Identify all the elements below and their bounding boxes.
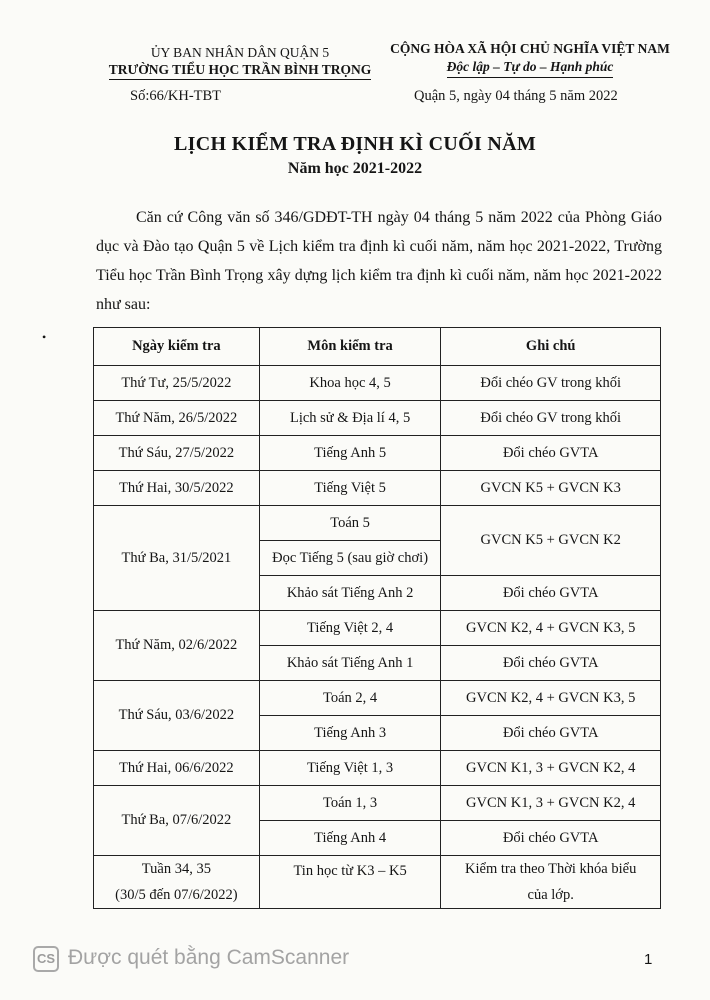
scanner-watermark: Được quét bằng CamScanner [68,946,350,969]
committee-name: ỦY BAN NHÂN DÂN QUẬN 5 [150,45,330,60]
page-number: 1 [644,951,653,968]
cell-subject: Đọc Tiếng 5 (sau giờ chơi) [259,541,441,576]
cell-note: Đổi chéo GV trong khối [441,401,661,436]
cell-subject: Tiếng Việt 2, 4 [259,611,441,646]
cell-date: Thứ Sáu, 27/5/2022 [94,436,260,471]
cell-subject: Tiếng Anh 4 [259,821,441,856]
document-title: LỊCH KIỂM TRA ĐỊNH KÌ CUỐI NĂM [174,133,536,155]
cell-date: Thứ Tư, 25/5/2022 [94,366,260,401]
cell-note: GVCN K2, 4 + GVCN K3, 5 [441,611,661,646]
table-row [94,471,661,506]
scan-speck: • [42,330,47,344]
cell-subject: Khảo sát Tiếng Anh 2 [259,576,441,611]
cell-note-line: Kiểm tra theo Thời khóa biểu [465,861,637,877]
cell-date: Thứ Năm, 26/5/2022 [94,401,260,436]
cell-note: Đổi chéo GVTA [441,716,661,751]
cell-subject: Tin học từ K3 – K5 [259,856,441,909]
cell-date: Thứ Hai, 30/5/2022 [94,471,260,506]
cell-note: GVCN K1, 3 + GVCN K2, 4 [441,751,661,786]
cell-subject: Tiếng Việt 1, 3 [259,751,441,786]
cell-subject: Khoa học 4, 5 [259,366,441,401]
table-header-row [94,328,661,366]
cell-date: Thứ Sáu, 03/6/2022 [94,681,260,751]
header-subject: Môn kiểm tra [259,328,441,366]
cell-note: GVCN K1, 3 + GVCN K2, 4 [441,786,661,821]
table-row [94,506,661,541]
cell-date: Thứ Năm, 02/6/2022 [94,611,260,681]
header-date: Ngày kiểm tra [94,328,260,366]
cell-subject: Lịch sử & Địa lí 4, 5 [259,401,441,436]
cell-note: Đổi chéo GVTA [441,821,661,856]
cell-subject: Tiếng Anh 3 [259,716,441,751]
issuing-authority [95,44,385,80]
cell-subject: Toán 2, 4 [259,681,441,716]
republic-name: CỘNG HÒA XÃ HỘI CHỦ NGHĨA VIỆT NAM [390,41,670,56]
table-row [94,681,661,716]
table-row [94,366,661,401]
cell-date: Thứ Hai, 06/6/2022 [94,751,260,786]
national-motto: Độc lập – Tự do – Hạnh phúc [380,58,680,78]
document-subtitle: Năm học 2021-2022 [287,160,423,177]
table-row [94,401,661,436]
cell-subject: Khảo sát Tiếng Anh 1 [259,646,441,681]
table-row [94,786,661,821]
camscanner-logo-icon: CS [33,946,59,972]
national-heading [380,40,680,78]
school-name: TRƯỜNG TIỂU HỌC TRẦN BÌNH TRỌNG [95,61,385,80]
table-row [94,436,661,471]
cell-note-line: của lớp. [527,887,574,903]
cell-date-line: (30/5 đến 07/6/2022) [115,887,238,903]
intro-paragraph: Căn cứ Công văn số 346/GDĐT-TH ngày 04 tháng 5 năm 2022 của Phòng Giáo dục và Đào tạo Quận 5 về Lịch kiểm tra định kì cuối năm, năm học 2021-2022, Trường Tiểu học Trần Bình Trọng xây dựng lịch kiểm tra định kì cuối năm, năm học 2021-2022 như sau: [96,209,662,313]
cell-note: Đổi chéo GVTA [441,576,661,611]
cell-note: GVCN K2, 4 + GVCN K3, 5 [441,681,661,716]
cell-subject: Tiếng Anh 5 [259,436,441,471]
cell-note: Đổi chéo GV trong khối [441,366,661,401]
cell-date: Thứ Ba, 31/5/2021 [94,506,260,611]
header-note: Ghi chú [441,328,661,366]
cell-date-line: Tuần 34, 35 [141,861,211,877]
table-row [94,751,661,786]
cell-subject: Toán 5 [259,506,441,541]
exam-schedule-table [93,327,661,909]
document-number: Số:66/KH-TBT [130,88,222,104]
cell-note: GVCN K5 + GVCN K3 [441,471,661,506]
cell-note: GVCN K5 + GVCN K2 [441,506,661,576]
document-date: Quận 5, ngày 04 tháng 5 năm 2022 [414,88,618,104]
cell-subject: Toán 1, 3 [259,786,441,821]
table-row [94,611,661,646]
cell-note [441,856,661,909]
table-row [94,856,661,909]
cell-note: Đổi chéo GVTA [441,436,661,471]
cell-date: Thứ Ba, 07/6/2022 [94,786,260,856]
cell-note: Đổi chéo GVTA [441,646,661,681]
cell-date [94,856,260,909]
cell-subject: Tiếng Việt 5 [259,471,441,506]
